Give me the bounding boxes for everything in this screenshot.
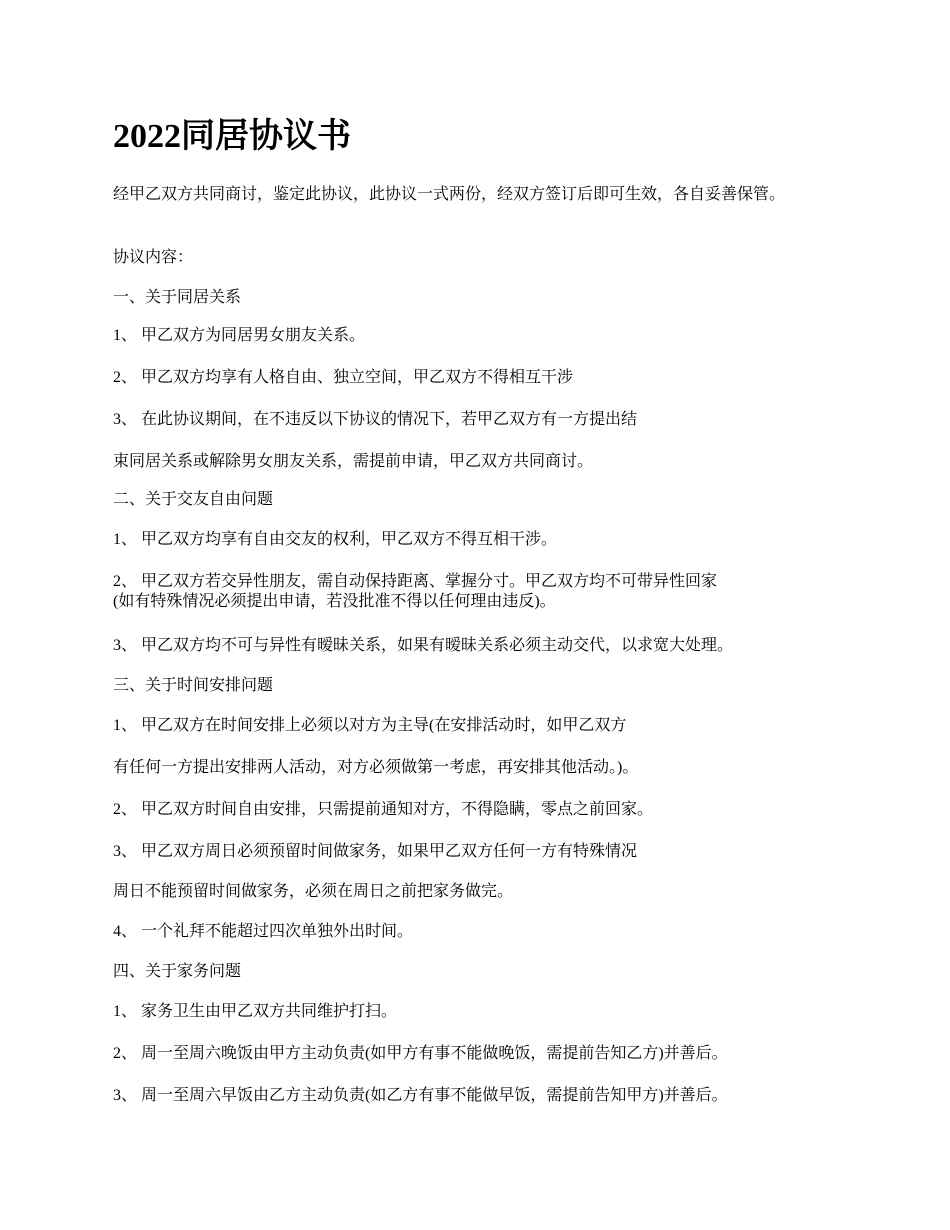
clause-paragraph: 2、 周一至周六晚饭由甲方主动负责(如甲方有事不能做晚饭，需提前告知乙方)并善后。 bbox=[113, 1045, 728, 1062]
clause-continuation: 有任何一方提出安排两人活动，对方必须做第一考虑，再安排其他活动。)。 bbox=[113, 759, 639, 776]
clause-paragraph: 3、 甲乙双方周日必须预留时间做家务，如果甲乙双方任何一方有特殊情况 bbox=[113, 843, 638, 860]
document-title: 2022同居协议书 bbox=[113, 118, 351, 155]
clause-continuation: 束同居关系或解除男女朋友关系，需提前申请，甲乙双方共同商讨。 bbox=[113, 453, 594, 470]
section-heading-time: 三、关于时间安排问题 bbox=[113, 677, 274, 694]
clause-paragraph: 1、 甲乙双方为同居男女朋友关系。 bbox=[113, 327, 366, 344]
section-heading-cohabitation: 一、关于同居关系 bbox=[113, 289, 242, 306]
clause-paragraph: 3、 周一至周六早饭由乙方主动负责(如乙方有事不能做早饭，需提前告知甲方)并善后。 bbox=[113, 1087, 728, 1104]
clause-paragraph: 2、 甲乙双方若交异性朋友，需自动保持距离、掌握分寸。甲乙双方均不可带异性回家 (如有特殊情况必须提出申请，若没批准不得以任何理由违反)。 bbox=[113, 573, 718, 610]
clause-paragraph: 1、 甲乙双方均享有自由交友的权利，甲乙双方不得互相干涉。 bbox=[113, 531, 558, 548]
section-heading-housework: 四、关于家务问题 bbox=[113, 963, 242, 980]
clause-continuation: 周日不能预留时间做家务，必须在周日之前把家务做完。 bbox=[113, 883, 514, 900]
clause-paragraph: 1、 甲乙双方在时间安排上必须以对方为主导(在安排活动时，如甲乙双方 bbox=[113, 717, 627, 734]
clause-paragraph: 4、 一个礼拜不能超过四次单独外出时间。 bbox=[113, 923, 414, 940]
clause-paragraph: 3、 甲乙双方均不可与异性有暧昧关系，如果有暧昧关系必须主动交代，以求宽大处理。 bbox=[113, 637, 734, 654]
clause-paragraph: 1、 家务卫生由甲乙双方共同维护打扫。 bbox=[113, 1003, 398, 1020]
clause-paragraph: 3、 在此协议期间，在不违反以下协议的情况下，若甲乙双方有一方提出结 bbox=[113, 411, 638, 428]
intro-paragraph: 经甲乙双方共同商讨，鉴定此协议，此协议一式两份，经双方签订后即可生效，各自妥善保管。 bbox=[113, 186, 786, 203]
clause-paragraph: 2、 甲乙双方时间自由安排，只需提前通知对方，不得隐瞒，零点之前回家。 bbox=[113, 801, 654, 818]
clause-paragraph: 2、 甲乙双方均享有人格自由、独立空间，甲乙双方不得相互干涉 bbox=[113, 369, 574, 386]
section-heading-friendship: 二、关于交友自由问题 bbox=[113, 491, 274, 508]
agreement-content-label: 协议内容： bbox=[113, 249, 194, 266]
